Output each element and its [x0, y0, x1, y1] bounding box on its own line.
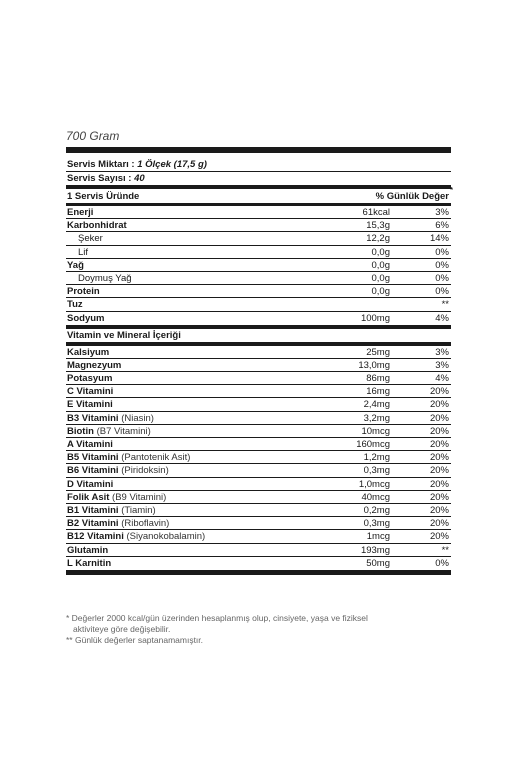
row-name [66, 517, 320, 529]
row-name [66, 425, 320, 437]
row-amount: 0,0g [371, 259, 390, 271]
footnote-1-cont: aktiviteye göre değişebilir. [73, 624, 171, 634]
row-amount: 3,2mg [363, 412, 390, 424]
row-name [66, 206, 320, 218]
daily-value-footnote-mark: * [450, 187, 453, 194]
row-name-main: C Vitamini [67, 386, 114, 398]
row-daily-value: 20% [429, 531, 449, 543]
row-name [66, 491, 320, 503]
row-name [66, 285, 320, 297]
nutrient-row [66, 259, 451, 272]
row-name-main: Lif [78, 246, 89, 258]
vitamin-row [66, 385, 451, 398]
nutrient-row [66, 272, 451, 285]
nutrient-row [66, 219, 451, 232]
row-amount: 1,2mg [363, 452, 390, 464]
row-name-main: B2 Vitamini [67, 518, 119, 530]
row-daily-value: 20% [429, 452, 449, 464]
row-daily-value: 20% [429, 465, 449, 477]
row-daily-value: 20% [429, 425, 449, 437]
row-name-main: B3 Vitamini [67, 412, 119, 424]
vitamin-row [66, 359, 451, 372]
row-daily-value: 20% [429, 399, 449, 411]
row-name [66, 557, 320, 570]
row-amount: 1,0mcg [358, 478, 390, 490]
row-name [66, 346, 320, 358]
vitamin-row [66, 504, 451, 517]
row-name-detail: (B9 Vitamini) [112, 491, 167, 503]
row-daily-value: 20% [429, 439, 449, 450]
row-name-main: L Karnitin [67, 557, 112, 569]
row-name [66, 219, 320, 231]
vitamin-row [66, 517, 451, 530]
row-amount: 61kcal [362, 207, 390, 218]
row-amount: 25mg [366, 346, 390, 358]
row-daily-value: ** [441, 544, 449, 556]
nutrient-row [66, 246, 451, 259]
footnote-2: ** Günlük değerler saptanamamıştır. [66, 635, 204, 645]
vitamin-row [66, 372, 451, 385]
row-name [66, 298, 320, 310]
row-daily-value: 20% [429, 386, 449, 398]
row-daily-value: 20% [429, 518, 449, 530]
row-daily-value: 0% [435, 259, 449, 271]
daily-value-heading [309, 187, 453, 203]
vitamin-row [66, 544, 451, 557]
row-daily-value: 4% [435, 312, 449, 324]
serving-size-value: 1 Ölçek (17,5 g) [137, 159, 207, 170]
row-name-main: Enerji [67, 207, 94, 218]
row-amount: 0,0g [371, 272, 390, 284]
vitamin-row [66, 346, 451, 359]
row-amount: 160mcg [356, 439, 390, 450]
row-name [66, 385, 320, 397]
daily-value-heading-text: % Günlük Değer [375, 191, 449, 202]
row-daily-value: 20% [429, 478, 449, 490]
row-daily-value: 20% [429, 504, 449, 516]
row-name-main: B5 Vitamini [67, 452, 119, 464]
row-amount: 0,3mg [363, 465, 390, 477]
row-name [66, 232, 320, 244]
vitamin-row [66, 412, 451, 425]
serving-size-label: Servis Miktarı : [67, 159, 135, 170]
row-name [66, 372, 320, 384]
row-name [66, 530, 320, 542]
vitamin-row [66, 425, 451, 438]
row-name-detail: (Pantotenik Asit) [121, 452, 191, 464]
row-name-main: Yağ [67, 259, 84, 271]
vitamin-row [66, 530, 451, 543]
serving-size-line [66, 158, 451, 171]
per-serving-heading: 1 Servis Üründe [67, 191, 140, 202]
row-daily-value: 0% [435, 286, 449, 298]
row-amount: 40mcg [361, 491, 390, 503]
row-name [66, 438, 320, 450]
footnotes [66, 613, 426, 646]
row-daily-value: 0% [435, 272, 449, 284]
row-amount: 13,0mg [358, 359, 390, 371]
row-name-main: E Vitamini [67, 399, 113, 411]
row-name [66, 412, 320, 424]
row-name-detail: (Niasin) [121, 412, 154, 424]
row-name-main: Potasyum [67, 373, 113, 385]
nutrient-row [66, 312, 451, 325]
footnote-1: * Değerler 2000 kcal/gün üzerinden hesaplanmış olup, cinsiyete, yaşa ve fiziksel [66, 613, 368, 623]
row-amount [320, 298, 394, 310]
row-name-main: B12 Vitamini [67, 531, 124, 543]
vitamin-row [66, 557, 451, 570]
row-amount: 2,4mg [363, 399, 390, 411]
row-name-main: Tuz [67, 299, 83, 311]
row-name-main: Biotin [67, 425, 94, 437]
nutrient-row [66, 298, 451, 311]
nutrient-row [66, 206, 451, 219]
nutrient-row [66, 285, 451, 298]
row-name-main: Karbonhidrat [67, 220, 127, 232]
row-daily-value: 0% [435, 246, 449, 258]
row-name-main: B6 Vitamini [67, 465, 119, 477]
row-daily-value: ** [441, 299, 449, 311]
row-amount: 12,2g [366, 233, 390, 245]
product-weight: 700 Gram [66, 129, 120, 143]
vitamin-row [66, 438, 451, 451]
row-amount: 16mg [366, 386, 390, 398]
row-name [66, 451, 320, 463]
nutrition-facts-panel [66, 147, 451, 575]
row-daily-value: 14% [429, 233, 449, 245]
row-amount: 50mg [366, 557, 390, 569]
row-name-main: B1 Vitamini [67, 504, 119, 516]
row-name-main: Protein [67, 286, 100, 298]
row-name-detail: (Riboflavin) [121, 518, 170, 530]
row-daily-value: 3% [435, 346, 449, 358]
row-daily-value: 3% [435, 207, 449, 218]
row-name [66, 359, 320, 371]
row-name-main: Kalsiyum [67, 346, 110, 358]
row-name-detail: (Tiamin) [121, 504, 156, 516]
row-name [66, 272, 320, 284]
row-name-detail: (Piridoksin) [121, 465, 169, 477]
vitamin-row [66, 478, 451, 491]
nutrient-row [66, 232, 451, 245]
row-name-main: Doymuş Yağ [78, 272, 132, 284]
serving-count-label: Servis Sayısı : [67, 173, 132, 184]
serving-count-value: 40 [134, 173, 145, 184]
row-daily-value: 6% [435, 220, 449, 232]
row-amount: 15,3g [366, 220, 390, 232]
row-daily-value: 4% [435, 373, 449, 385]
table-header [66, 189, 451, 203]
row-name [66, 464, 320, 476]
row-name [66, 478, 320, 490]
nutrient-list [66, 206, 451, 325]
row-name-main: Folik Asit [67, 491, 110, 503]
row-name [66, 312, 320, 325]
bottom-divider [66, 570, 451, 575]
row-name-main: A Vitamini [67, 439, 113, 450]
row-amount: 100mg [360, 312, 390, 324]
row-daily-value: 20% [429, 491, 449, 503]
row-daily-value: 3% [435, 359, 449, 371]
row-name [66, 398, 320, 410]
row-name-main: Magnezyum [67, 359, 122, 371]
row-amount: 10mcg [361, 425, 390, 437]
vitamin-row [66, 491, 451, 504]
row-name-main: D Vitamini [67, 478, 114, 490]
vitamin-row [66, 398, 451, 411]
row-name [66, 504, 320, 516]
row-name [66, 246, 320, 258]
row-amount: 0,2mg [363, 504, 390, 516]
row-name-detail: (B7 Vitamini) [96, 425, 151, 437]
row-name-detail: (Siyanokobalamin) [126, 531, 206, 543]
serving-count-line [66, 172, 451, 185]
row-daily-value: 20% [429, 412, 449, 424]
row-name-main: Sodyum [67, 312, 105, 324]
vitamin-section-title: Vitamin ve Mineral İçeriği [66, 329, 451, 343]
row-name-main: Glutamin [67, 544, 109, 556]
row-amount: 1mcg [366, 531, 390, 543]
row-amount: 193mg [360, 544, 390, 556]
row-name [66, 259, 320, 271]
row-name-main: Şeker [78, 233, 103, 245]
row-name [66, 544, 320, 556]
row-amount: 86mg [366, 373, 390, 385]
vitamin-row [66, 464, 451, 477]
row-amount: 0,0g [371, 246, 390, 258]
row-amount: 0,3mg [363, 518, 390, 530]
row-amount: 0,0g [371, 286, 390, 298]
vitamin-row [66, 451, 451, 464]
row-daily-value: 0% [435, 557, 449, 569]
vitamin-list [66, 346, 451, 570]
